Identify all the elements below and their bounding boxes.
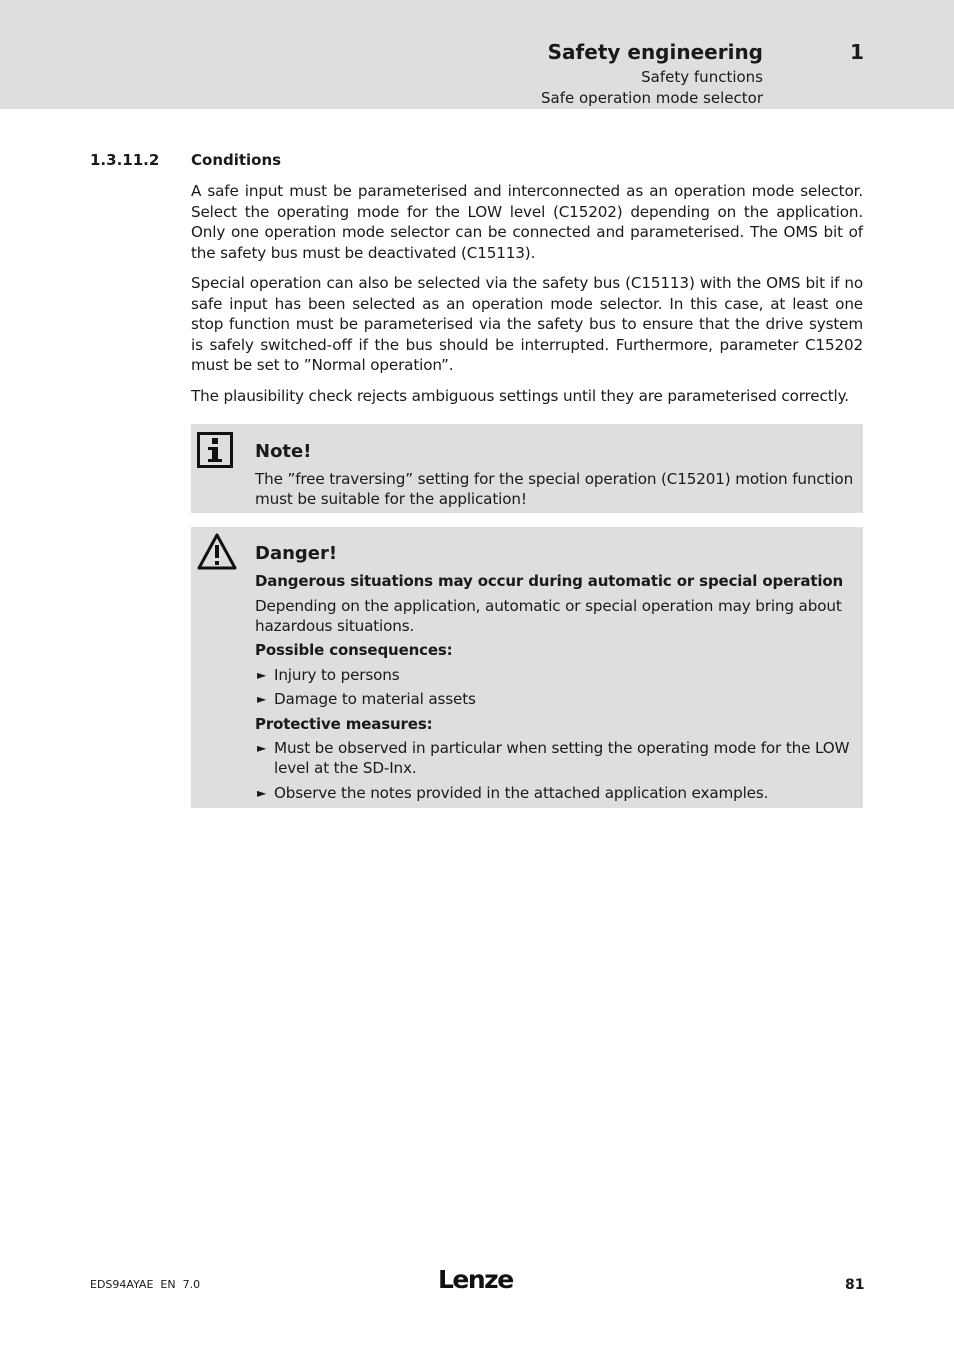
header-subtitle-1: Safety functions [641, 68, 763, 86]
section-number: 1.3.11.2 [90, 151, 160, 169]
list-item-text: Observe the notes provided in the attached application examples. [274, 784, 769, 802]
header-band [0, 0, 954, 109]
paragraph-1: A safe input must be parameterised and interconnected as an operation mode selector. Select the operating mode for the LOW level (C15202) depending on the application. Only one operation mode selector can be connected and parameterised. The OMS bit of the safety bus must be deactivated (C15113). [191, 182, 863, 262]
consequences-label: Possible consequences: [255, 641, 453, 659]
paragraph-2: Special operation can also be selected via the safety bus (C15113) with the OMS bit if no safe input has been selected as an operation mode selector. In this case, at least one stop function must be parameterised via the safety bus to ensure that the drive system is safely switched-off if the bus should be interrupted. Furthermore, parameter C15202 must be set to ”Normal operation”. [191, 274, 863, 375]
bullet-arrow-icon: ► [257, 692, 267, 706]
list-item-text: Must be observed in particular when setting the operating mode for the LOW level at the SD-Inx. [274, 739, 850, 777]
bullet-arrow-icon: ► [257, 741, 267, 755]
header-subtitle-2: Safe operation mode selector [541, 89, 763, 107]
danger-body: Depending on the application, automatic or special operation may bring about hazardous situations. [255, 597, 842, 635]
list-item-text: Damage to material assets [274, 690, 476, 708]
bullet-arrow-icon: ► [257, 668, 267, 682]
measures-label: Protective measures: [255, 715, 433, 733]
chapter-number: 1 [850, 40, 864, 64]
danger-box [191, 527, 863, 808]
info-icon [197, 432, 235, 474]
list-item-text: Injury to persons [274, 666, 400, 684]
danger-heading: Danger! [255, 543, 338, 564]
list-item [255, 784, 855, 804]
note-text: The ”free traversing” setting for the special operation (C15201) motion function must be suitable for the application! [255, 470, 854, 508]
bullet-arrow-icon: ► [257, 786, 267, 800]
list-item [255, 690, 855, 710]
document-id: EDS94AYAE EN 7.0 [90, 1278, 201, 1291]
chapter-title: Safety engineering [547, 40, 763, 64]
paragraph-3: The plausibility check rejects ambiguous settings until they are parameterised correctly. [191, 387, 849, 405]
note-box [191, 424, 863, 513]
note-heading: Note! [255, 441, 312, 462]
danger-subheading: Dangerous situations may occur during automatic or special operation [255, 572, 844, 590]
warning-triangle-icon [197, 533, 237, 575]
lenze-logo: Lenze [438, 1265, 513, 1294]
list-item [255, 739, 855, 778]
list-item [255, 666, 855, 686]
page-number: 81 [845, 1277, 865, 1293]
section-title: Conditions [191, 151, 282, 169]
